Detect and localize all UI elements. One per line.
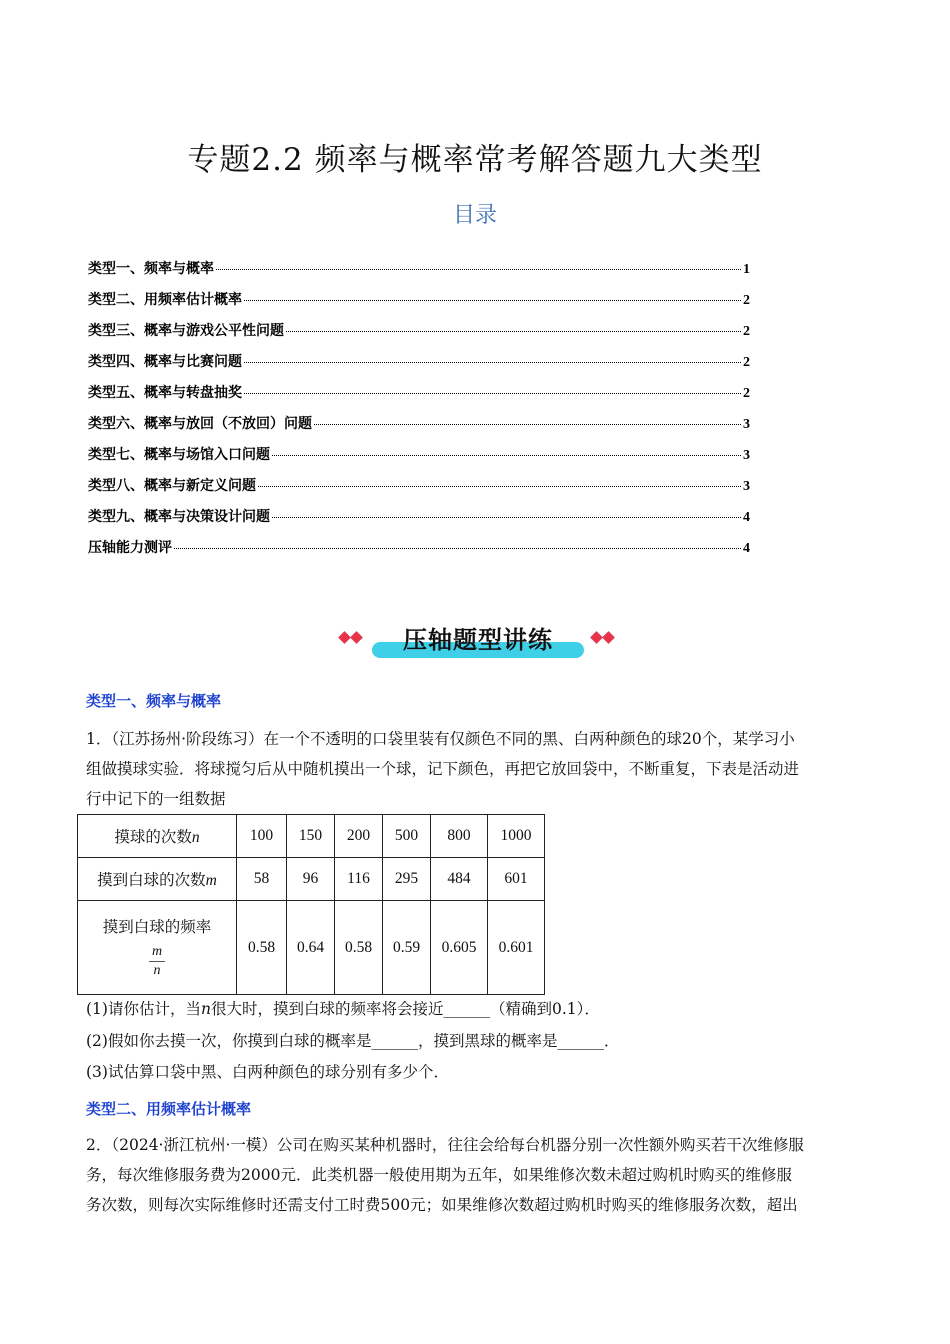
table-cell: 601 [488,858,545,901]
table-header-cell: 摸到白球的频率 $\frac{m}{n}$ [78,901,237,995]
diamond-icon [338,631,351,644]
table-cell: 0.59 [383,901,431,995]
table-cell: 0.601 [488,901,545,995]
toc-item[interactable]: 类型七、概率与场馆入口问题 3 [88,447,750,463]
section-banner [334,618,620,662]
toc-item[interactable]: 类型四、概率与比赛问题 2 [88,354,750,370]
table-cell: 96 [287,858,335,901]
table-cell: 0.58 [335,901,383,995]
toc-item[interactable]: 类型五、概率与转盘抽奖 2 [88,385,750,401]
diamond-icon [602,631,615,644]
data-table [77,814,545,995]
section-heading-1: 类型一、频率与概率 [86,692,222,710]
table-cell: 0.58 [237,901,287,995]
section-heading-2: 类型二、用频率估计概率 [86,1100,252,1118]
table-row [78,858,545,901]
toc-item[interactable]: 类型九、概率与决策设计问题 4 [88,509,750,525]
toc-item[interactable]: 类型二、用频率估计概率 2 [88,292,750,308]
toc-item[interactable]: 类型八、概率与新定义问题 3 [88,478,750,494]
toc-heading: 目录 [452,203,497,228]
table-cell: 1000 [488,815,545,858]
table-cell: 116 [335,858,383,901]
toc-item[interactable]: 类型一、频率与概率 1 [88,261,750,277]
table-cell: 0.605 [431,901,488,995]
page-title: 专题2.2 频率与概率常考解答题九大类型 [187,142,763,178]
table-of-contents [88,258,750,568]
toc-item[interactable]: 压轴能力测评 4 [88,540,750,556]
diamond-icon [590,631,603,644]
table-cell: 200 [335,815,383,858]
banner-title: 压轴题型讲练 [403,626,553,654]
table-cell: 295 [383,858,431,901]
table-header-cell: 摸到白球的次数m [78,858,237,901]
table-cell: 58 [237,858,287,901]
question-2-text: 2．（2024·浙江杭州·一模）公司在购买某种机器时，往往会给每台机器分别一次性额外购买若干次维修服 务，每次维修服务费为2000元．此类机器一般使用期为五年，如果维修次数未超过购机时购买的维修服 务次数，则每次实际维修时还需支付工时费500元；如果维修次数超过购机时购买的维修服务次数，超出 [86,1136,804,1214]
table-header-cell: 摸球的次数n [78,815,237,858]
table-cell: 100 [237,815,287,858]
table-cell: 150 [287,815,335,858]
fraction-m-over-n: $\frac{m}{n}$ [149,943,165,980]
table-cell: 0.64 [287,901,335,995]
diamond-icon [350,631,363,644]
toc-item[interactable]: 类型三、概率与游戏公平性问题 2 [88,323,750,339]
table-cell: 800 [431,815,488,858]
table-row [78,815,545,858]
sub-question-3: (3)试估算口袋中黑、白两种颜色的球分别有多少个． [86,1063,449,1081]
question-1-text: 1．（江苏扬州·阶段练习）在一个不透明的口袋里装有仅颜色不同的黑、白两种颜色的球20个，某学习小 组做摸球实验．将球搅匀后从中随机摸出一个球，记下颜色，再把它放回袋中，不断重复，下表是活动进 行中记下的一组数据 [86,730,800,808]
toc-item[interactable]: 类型六、概率与放回（不放回）问题 3 [88,416,750,432]
table-cell: 500 [383,815,431,858]
sub-question-1: (1)请你估计，当n很大时，摸到白球的频率将会接近______（精确到0.1）． [86,1000,600,1018]
sub-question-2: (2)假如你去摸一次，你摸到白球的概率是______，摸到黑球的概率是______． [86,1032,620,1050]
table-row [78,901,545,995]
table-cell: 484 [431,858,488,901]
